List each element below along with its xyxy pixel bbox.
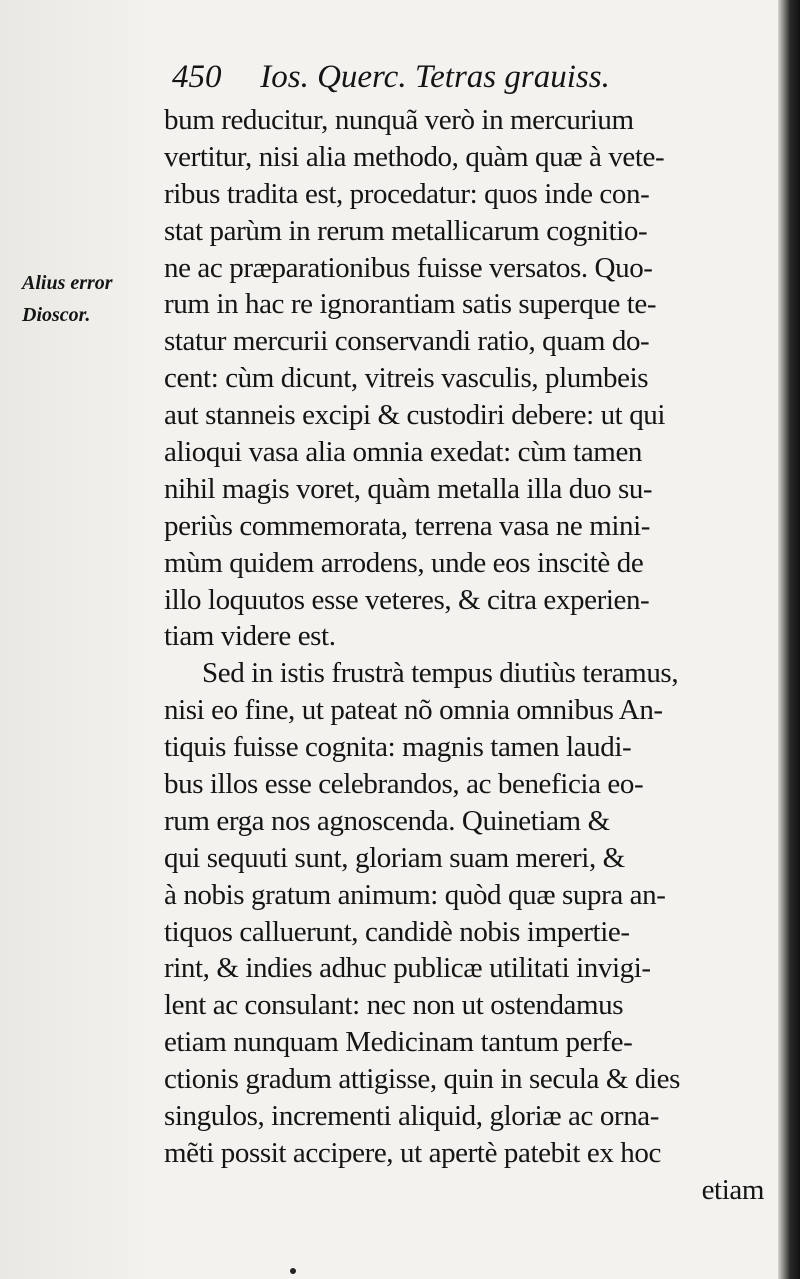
text-line: alioqui vasa alia omnia exedat: cùm tamen	[164, 436, 643, 469]
text-line: nisi eo fine, ut pateat nõ omnia omnibus An-	[164, 694, 663, 727]
text-line: lent ac consulant: nec non ut ostendamus	[164, 989, 624, 1022]
text-line: nihil magis voret, quàm metalla illa duo su-	[164, 472, 653, 505]
text-line: etiam nunquam Medicinam tantum perfe-	[164, 1026, 633, 1059]
text-line: illo loquutos esse veteres, & citra experien-	[164, 583, 650, 616]
text-line: singulos, incrementi aliquid, gloriæ ac orna-	[164, 1100, 660, 1133]
text-line: statur mercurii conservandi ratio, quam do-	[164, 325, 650, 358]
text-line: rint, & indies adhuc publicæ utilitati invigi-	[164, 952, 651, 985]
text-line: mùm quidem arrodens, unde eos inscitè de	[164, 546, 644, 579]
running-header	[172, 52, 772, 102]
ink-dot	[290, 1268, 296, 1274]
text-line: tiam videre est.	[164, 620, 336, 653]
margin-note-line: Alius error	[22, 272, 113, 294]
text-line: qui sequuti sunt, gloriam suam mereri, &	[164, 841, 625, 874]
text-line: à nobis gratum animum: quòd quæ supra an-	[164, 878, 666, 911]
margin-bleed-through	[0, 0, 160, 1279]
body-text	[164, 102, 764, 1209]
text-line: ctionis gradum attigisse, quin in secula & dies	[164, 1063, 681, 1096]
margin-note-line: Dioscor.	[22, 304, 91, 326]
page-number: 450	[172, 59, 222, 95]
margin-note	[22, 267, 162, 331]
text-line: rum erga nos agnoscenda. Quinetiam &	[164, 804, 610, 837]
text-line: stat parùm in rerum metallicarum cognitio-	[164, 214, 648, 247]
running-title: Ios. Querc. Tetras grauiss.	[260, 59, 610, 95]
catchword: etiam	[701, 1173, 764, 1206]
text-line: tiquis fuisse cognita: magnis tamen laudi-	[164, 731, 632, 764]
text-line: rum in hac re ignorantiam satis superque te-	[164, 288, 657, 321]
text-line: bus illos esse celebrandos, ac beneficia eo-	[164, 768, 644, 801]
text-line: mẽti possit accipere, ut apertè patebit ex hoc	[164, 1136, 661, 1169]
text-line: ribus tradita est, procedatur: quos inde con-	[164, 177, 650, 210]
text-line: tiquos calluerunt, candidè nobis impertie-	[164, 915, 630, 948]
page-edge-shadow	[778, 0, 800, 1279]
paragraph-start-line: Sed in istis frustrà tempus diutiùs teramus,	[202, 657, 679, 690]
text-line: periùs commemorata, terrena vasa ne mini-	[164, 509, 651, 542]
text-line: vertitur, nisi alia methodo, quàm quæ à vete-	[164, 140, 665, 173]
text-line: ne ac præparationibus fuisse versatos. Quo-	[164, 251, 653, 284]
text-line: bum reducitur, nunquã verò in mercurium	[164, 104, 634, 136]
text-line: cent: cùm dicunt, vitreis vasculis, plumbeis	[164, 362, 649, 395]
text-line: aut stanneis excipi & custodiri debere: ut qui	[164, 399, 666, 432]
